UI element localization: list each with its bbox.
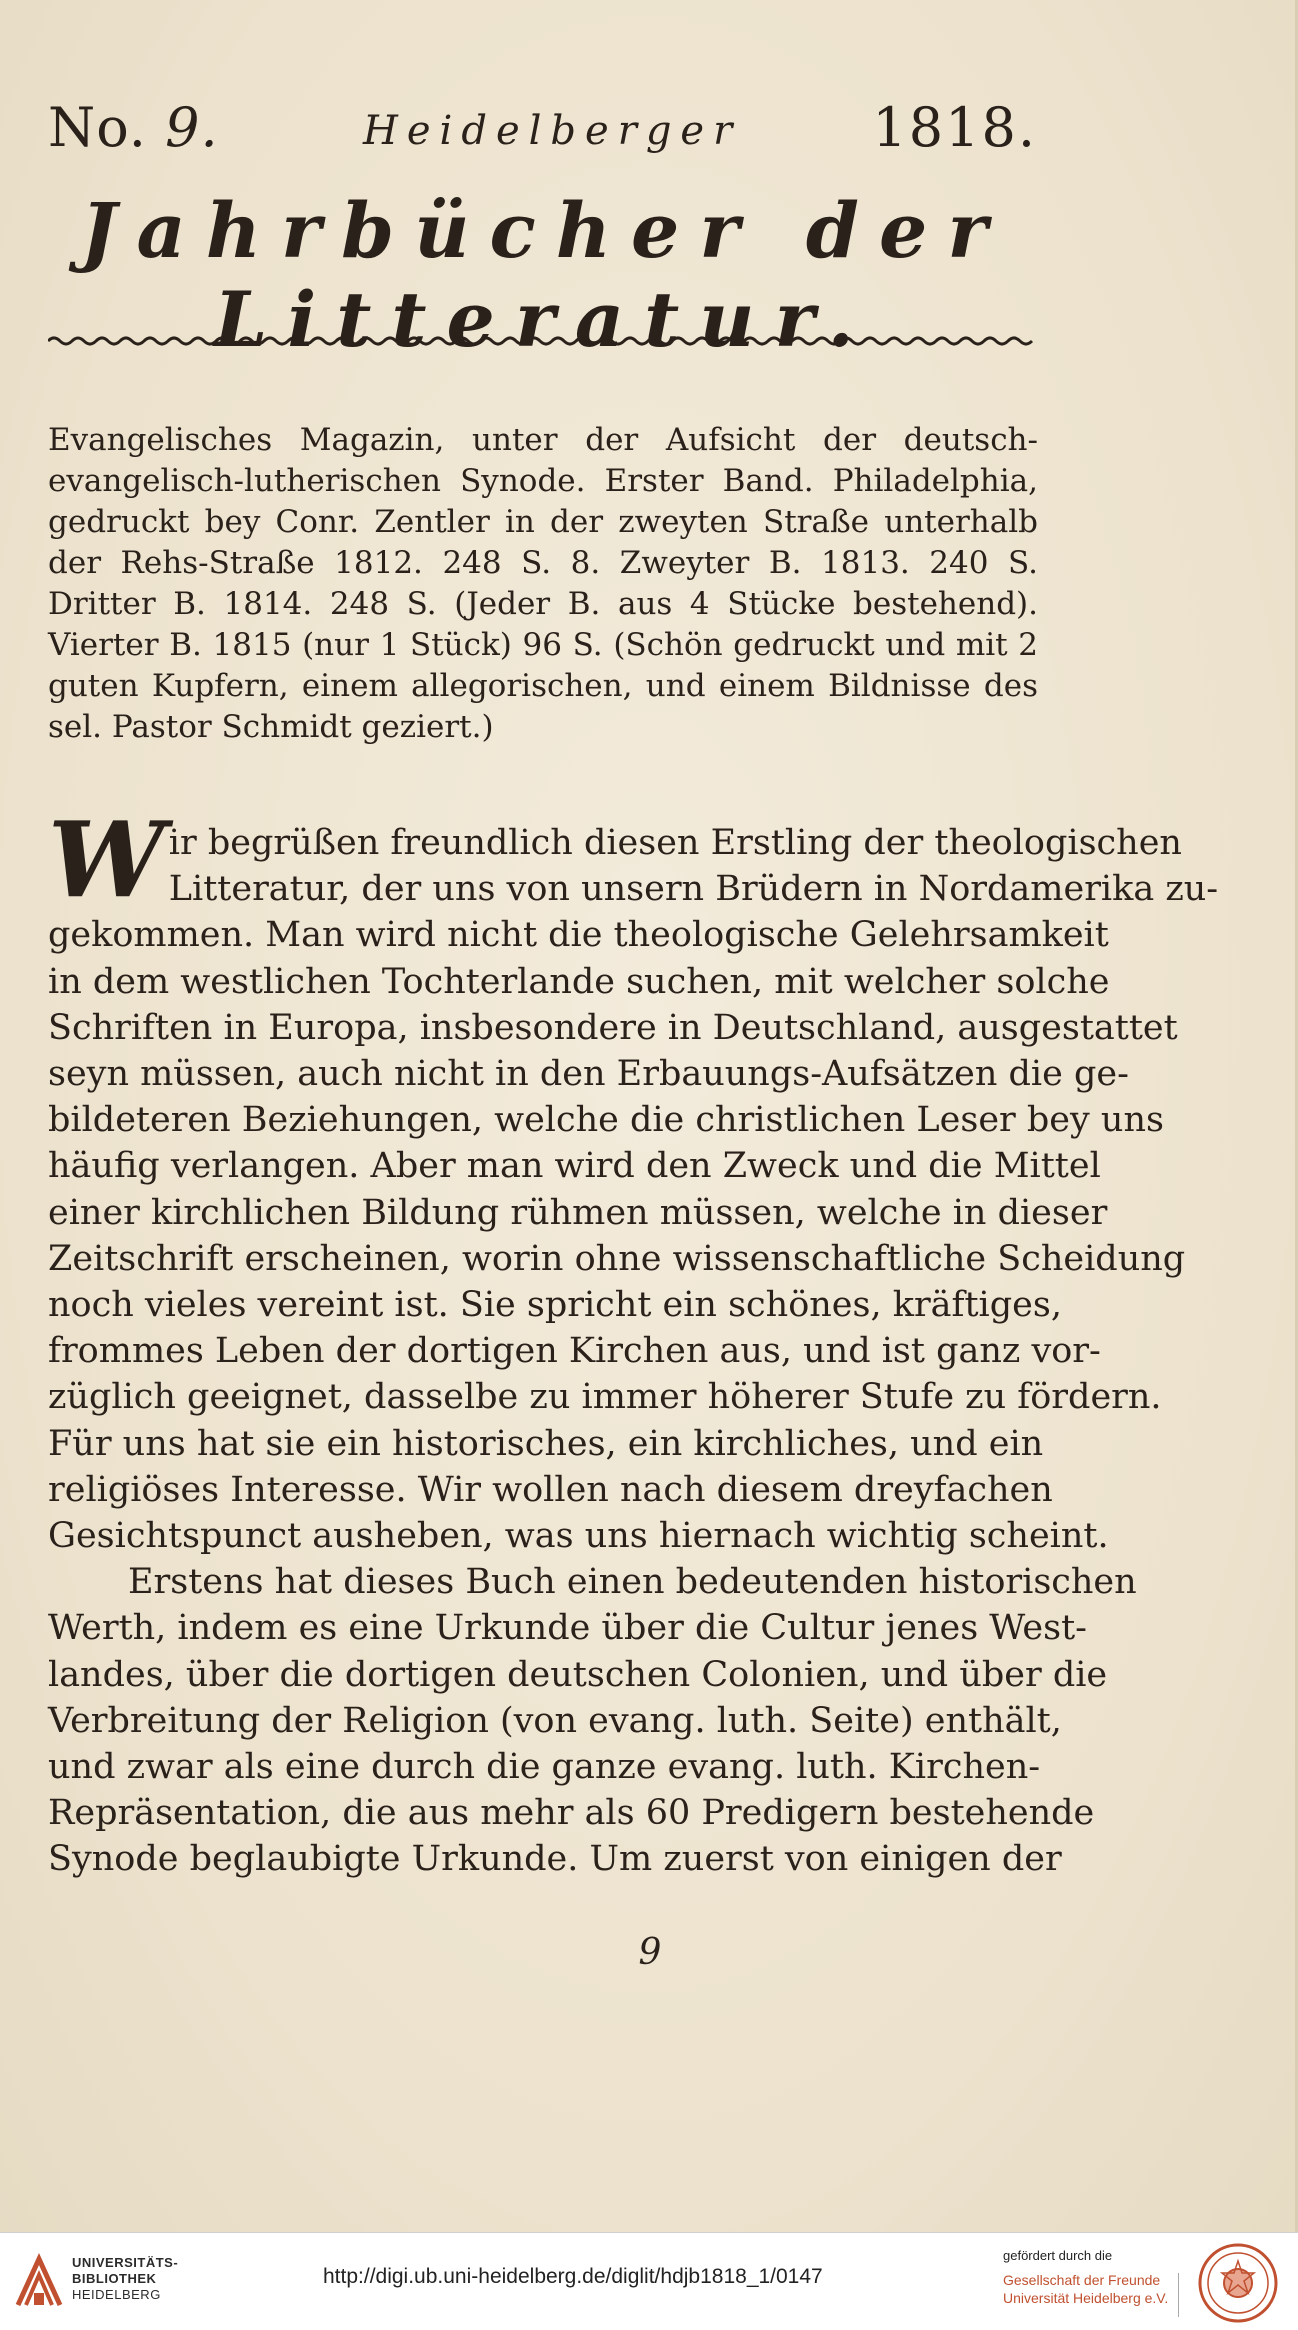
text-line: ir begrüßen freundlich diesen Erstling der theologischen [168,823,1182,863]
footer-divider [1178,2273,1179,2317]
library-name-line3: HEIDELBERG [72,2287,161,2302]
text-line: landes, über die dortigen deutschen Colonien, und über die [48,1654,1108,1695]
text-line: Erstens hat dieses Buch einen bedeutenden historischen [128,1562,1137,1603]
university-seal-icon [1196,2241,1280,2325]
text-line: frommes Leben der dortigen Kirchen aus, und ist ganz vor- [48,1331,1101,1372]
signature-mark: 9 [638,1932,662,1973]
sponsor-name-line1: Gesellschaft der Freunde [1003,2272,1161,2288]
ornamental-rule [48,334,1038,348]
text-line: einer kirchlichen Bildung rühmen müssen, welche in dieser [48,1192,1108,1233]
issue-number [48,96,219,159]
text-line: Zeitschrift erscheinen, worin ohne wissenschaftliche Scheidung [48,1238,1186,1279]
drop-capital: W [48,798,165,921]
bibliographic-entry [48,420,1038,748]
journal-header [48,92,1037,172]
text-line: Repräsentation, die aus mehr als 60 Predigern bestehende [48,1793,1095,1834]
journal-masthead: Jahrbücher der Litteratur. [80,186,1008,364]
library-name [72,2255,178,2303]
text-line: bildeteren Beziehungen, welche die christlichen Leser bey uns [48,1100,1164,1141]
text-line: züglich geeignet, dasselbe zu immer höherer Stufe zu fördern. [48,1377,1162,1418]
text-line: gekommen. Man wird nicht die theologische Gelehrsamkeit [48,915,1109,956]
sponsor-credit [1003,2247,1183,2307]
text-line: häufig verlangen. Aber man wird den Zweck und die Mittel [48,1146,1101,1187]
issue-year: 1818. [872,96,1037,159]
review-body [48,798,1219,1883]
text-line: Litteratur, der uns von unsern Brüdern in Nordamerika zu- [168,869,1219,910]
text-line: Schriften in Europa, insbesondere in Deutschland, ausgestattet [48,1007,1178,1048]
text-line: Für uns hat sie ein historisches, ein kirchliches, und ein [48,1423,1044,1464]
bibliographic-text: Evangelisches Magazin, unter der Aufsicht der deutsch-evangelisch-lutherischen Synode. Erster Band. Philadelphia, gedruckt bey Conr. Zentler in der zweyten Straße unterhalb der Rehs-Straße 1812. 248 S. 8. Zweyter B. 1813. 240 S. Dritter B. 1814. 248 S. (Jeder B. aus 4 Stücke bestehend). Vierter B. 1815 (nur 1 Stück) 96 S. (Schön gedruckt und mit 2 guten Kupfern, einem allegorischen, und einem Bildnisse des sel. Pastor Schmidt geziert.) [48,422,1038,745]
text-line: und zwar als eine durch die ganze evang. luth. Kirchen- [48,1747,1041,1788]
viewer-footer [0,2232,1298,2330]
issue-number-value: 9. [165,96,219,159]
text-line: Gesichtspunct ausheben, was uns hiernach wichtig scheint. [48,1516,1109,1557]
text-line: noch vieles vereint ist. Sie spricht ein schönes, kräftiges, [48,1285,1062,1326]
text-line: religiöses Interesse. Wir wollen nach diesem dreyfachen [48,1469,1053,1510]
text-line: Werth, indem es eine Urkunde über die Cultur jenes West- [48,1608,1087,1649]
sponsor-intro: gefördert durch die [1003,2248,1113,2263]
text-line: Verbreitung der Religion (von evang. luth. Seite) enthält, [48,1700,1062,1741]
journal-city-title: Heidelberger [363,108,742,154]
sponsor-name-line2: Universität Heidelberg e.V. [1003,2290,1169,2306]
library-name-line2: BIBLIOTHEK [72,2271,157,2286]
library-name-line1: UNIVERSITÄTS- [72,2255,179,2270]
permalink-url[interactable]: http://digi.ub.uni-heidelberg.de/diglit/hdjb1818_1/0147 [323,2265,823,2288]
text-line: seyn müssen, auch nicht in den Erbauungs-Aufsätzen die ge- [48,1054,1129,1095]
issue-number-label: No. [48,96,147,159]
text-line: Synode beglaubigte Urkunde. Um zuerst von einigen der [48,1839,1062,1880]
library-logo-icon [14,2253,64,2309]
text-line: in dem westlichen Tochterlande suchen, mit welcher solche [48,961,1110,1002]
